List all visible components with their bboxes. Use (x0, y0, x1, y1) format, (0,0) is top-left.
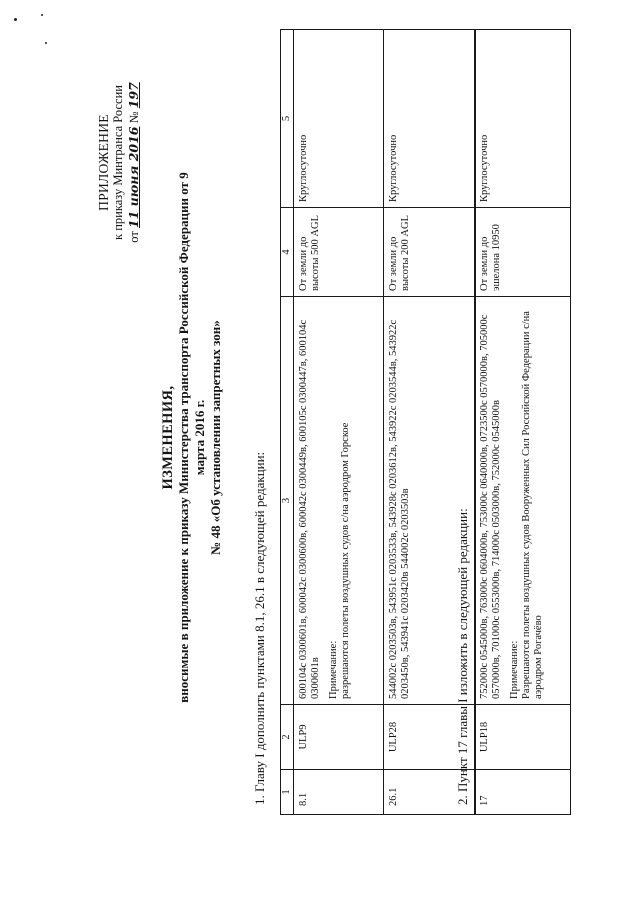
operating-time: Круглосуточно (384, 30, 476, 208)
note-label: Примечание: (509, 640, 520, 699)
zone-coordinates-cell (475, 297, 571, 705)
note-text: Разрешаются полеты воздушных судов Вооруженных Сил Российской Федерации с/на аэродром Рогачёво (521, 311, 544, 699)
heading-subtitle: вносимые в приложение к приказу Министерства транспорта Российской Федерации от 9 марта 2016 г. (176, 172, 207, 703)
table-row (294, 30, 384, 815)
heading-order-name: № 48 «Об установлении запретных зон» (208, 320, 223, 555)
heading-title: ИЗМЕНЕНИЯ, (160, 385, 176, 490)
scan-speck (14, 18, 17, 21)
appendix-block (96, 60, 142, 265)
zone-coordinates: 752000с 0545000в, 763000с 0604000в, 753000с 0640000в, 0723500с 0570000в, 705000с 0570000в, 701000с 0553000в, 714000с 0503000в, 752000с 0545000в (479, 314, 502, 699)
operating-time: Круглосуточно (294, 30, 384, 208)
handwritten-date: 11 июня 2016 (126, 126, 141, 229)
row-number: 8.1 (294, 770, 384, 815)
altitude-limits: От земли до высоты 200 AGL (384, 208, 476, 297)
zone-code: ULP9 (294, 705, 384, 770)
altitude-limits: От земли до высоты 500 AGL (294, 208, 384, 297)
header-cell: 4 (281, 208, 294, 297)
row-number: 17 (475, 770, 571, 815)
row-number: 26.1 (384, 770, 476, 815)
zone-code: ULP28 (384, 705, 476, 770)
table-header-row (281, 30, 294, 815)
section1-table (280, 29, 476, 815)
number-prefix: № (127, 111, 141, 124)
document-heading (160, 160, 224, 715)
section2-intro: 2. Пункт 17 главы I изложить в следующей редакции: (455, 508, 470, 805)
header-cell: 5 (281, 30, 294, 208)
handwritten-number: 197 (126, 82, 141, 109)
header-cell: 1 (281, 770, 294, 815)
altitude-limits: От земли до эшелона 10950 (475, 208, 571, 297)
zone-code: ULP18 (475, 705, 571, 770)
zone-coordinates-cell (294, 297, 384, 705)
header-cell: 2 (281, 705, 294, 770)
zone-coordinates: 600104с 0300601в, 600042с 0300600в, 600042с 0300449в, 600105с 0300447в, 600104с 0300601в (298, 319, 321, 699)
operating-time: Круглосуточно (475, 30, 571, 208)
appendix-date-line (126, 60, 142, 265)
appendix-order-line: к приказу Минтранса России (111, 85, 125, 240)
appendix-title: ПРИЛОЖЕНИЕ (96, 114, 111, 211)
date-prefix: от (127, 231, 141, 243)
header-cell: 3 (281, 297, 294, 705)
zone-coordinates: 544002с 0203503в, 543951с 0203533в, 543928с 0203612в, 543922с 0203544в, 543922с 0203450в, 543941с 0203420в 544002с 0203503в (388, 319, 411, 699)
table-row (475, 30, 571, 815)
section2-table (474, 29, 571, 815)
scan-speck (41, 14, 43, 16)
note-label: Примечание: (328, 640, 339, 699)
section1-intro: 1. Главу I дополнить пунктами 8.1, 26.1 в следующей редакции: (252, 451, 267, 805)
scan-speck (45, 42, 47, 44)
note-text: разрешаются полеты воздушных судов с/на аэродром Горское (340, 422, 351, 699)
